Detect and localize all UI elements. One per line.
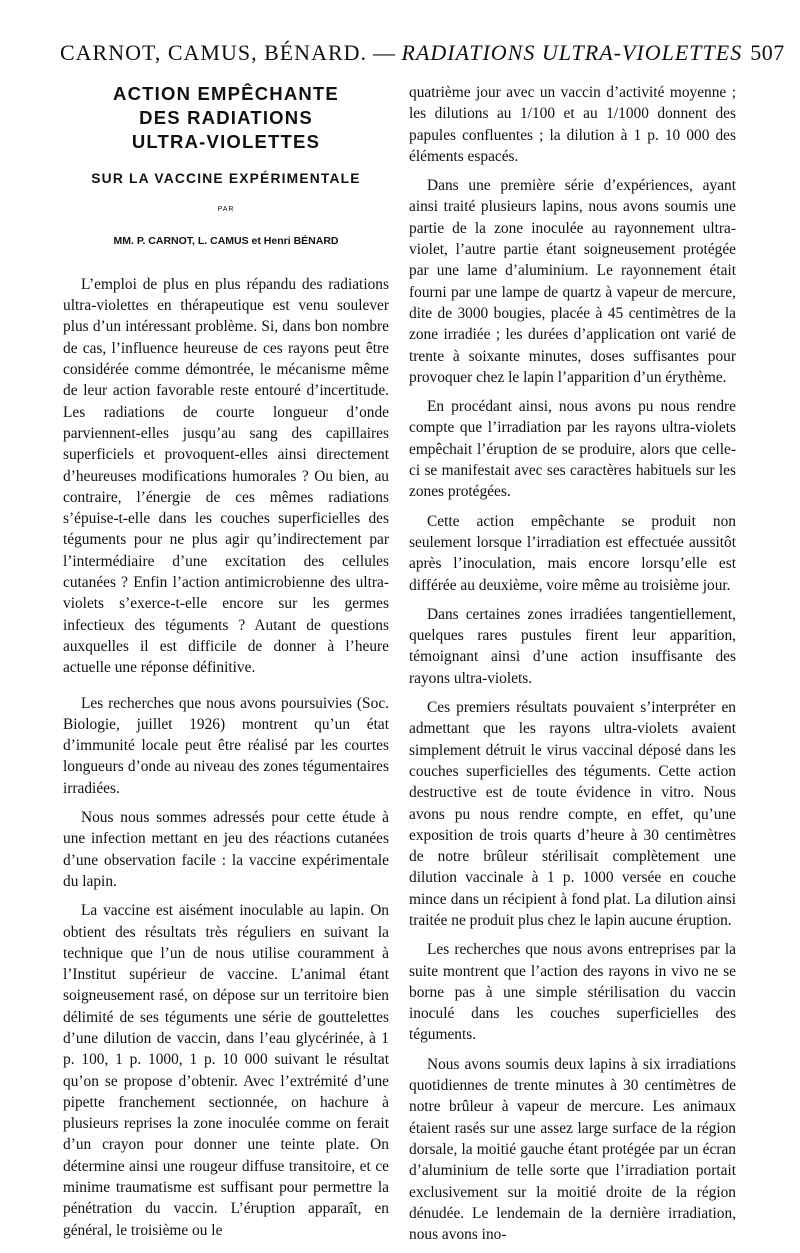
paragraph: Dans certaines zones irradiées tangentiellement, quelques rares pustules firent leur apparition, témoignant ainsi d’une action insuffisante des rayons ultra-violets. [409, 605, 736, 687]
paragraph: L’emploi de plus en plus répandu des radiations ultra-violettes en thérapeutique est venu soulever plus d’un intéressant problème. Si, dans bon nombre de cas, l’influence heureuse de ces rayons peut être considérée comme démontrée, le mécanisme même de leur action favorable reste entouré d’incertitude. Les radiations de courte longueur d’onde parviennent-elles jusqu’au sang des capillaires superficiels et provoquent-elles ainsi directement d’heureuses modifications humorales ? Ou bien, au contraire, l’énergie de ces mêmes radiations s’épuise-t-elle dans les couches superficielles des téguments pour ne plus agir qu’indirectement par l’intermédiaire d’une excitation des cellules cutanées ? Enfin l’action antimicrobienne des ultra-violets s’exerce-t-elle encore sur les germes infectieux des téguments ? Autant de questions auxquelles il est difficile de donner à l’heure actuelle une réponse définitive. [63, 275, 389, 677]
paragraph: quatrième jour avec un vaccin d’activité moyenne ; les dilutions au 1/100 et au 1/1000 donnent des papules confluentes ; la dilution à 1 p. 10 000 des éléments espacés. [409, 84, 736, 165]
paragraph: La vaccine est aisément inoculable au lapin. On obtient des résultats très réguliers en suivant la technique que l’un de nous utilise couramment à l’Institut supérieur de vaccine. L’animal étant soigneusement rasé, on dépose sur un territoire bien délimité de ses téguments une série de gouttelettes d’une dilution de vaccin, dans l’eau glycérinée, à 1 p. 100, 1 p. 1000, 1 p. 10 000 suivant le résultat qu’on se propose d’obtenir. Avec l’extrémité d’une pipette franchement sectionnée, on hachure à plusieurs reprises la zone inoculée comme on ferait d’un crayon pour donner une teinte plate. On détermine ainsi une rougeur diffuse transitoire, et ce minime traumatisme est suffisant pour permettre la pénétration du vaccin. L’éruption apparaît, en général, le troisième ou le [63, 902, 389, 1239]
running-header [60, 40, 785, 74]
article-title-line-1: ACTION EMPÊCHANTE [113, 83, 339, 104]
article-title-line-3: ULTRA-VIOLETTES [131, 131, 321, 152]
paragraph: Les recherches que nous avons entreprises par la suite montrent que l’action des rayons in vivo ne se borne pas à une simple stérilisation du vaccin inoculé dans les couches superficielles des téguments. [409, 941, 736, 1044]
paragraph: Nous nous sommes adressés pour cette étude à une infection mettant en jeu des réactions cutanées d’une observation facile : la vaccine expérimentale du lapin. [63, 809, 389, 890]
author-byline: MM. P. CARNOT, L. CAMUS et Henri BÉNARD [113, 234, 339, 247]
header-authors: CARNOT, CAMUS, BÉNARD. [60, 40, 368, 65]
article-subtitle: SUR LA VACCINE EXPÉRIMENTALE [91, 171, 361, 186]
page-number: 507 [750, 40, 785, 65]
left-column [63, 82, 389, 1249]
par-label: PAR [217, 206, 235, 214]
paragraph: Les recherches que nous avons poursuivies (Soc. Biologie, juillet 1926) montrent qu’un état d’immunité locale peut être réalisé par les courtes longueurs d’onde au niveau des zones tégumentaires irradiées. [63, 694, 389, 797]
paragraph: Cette action empêchante se produit non seulement lorsque l’irradiation est effectuée aussitôt après l’inoculation, mais encore lorsqu’elle est différée au deuxième, voire même au troisième jour. [409, 512, 736, 594]
paragraph: Ces premiers résultats pouvaient s’interpréter en admettant que les rayons ultra-violets avaient simplement détruit le virus vaccinal déposé dans les couches superficielles des téguments. Cette action destructive est de toute évidence in vitro. Nous avons pu nous rendre compte, en effet, qu’une exposition de trois quarts d’heure à 30 centimètres de notre brûleur stérilisait complètement une dilution vaccinale à 1 p. 1000 versée en couche mince dans un récipient à fond plat. La dilution ainsi traitée ne produit plus chez le lapin aucune éruption. [409, 699, 736, 929]
article-title-line-2: DES RADIATIONS [139, 107, 313, 128]
paragraph: Dans une première série d’expériences, ayant ainsi traité plusieurs lapins, nous avons soumis une partie de la zone inoculée au rayonnement ultra-violet, l’autre partie étant soigneusement protégée par une lame d’aluminium. Le rayonnement était fourni par une lampe de quartz à vapeur de mercure, dite de 3000 bougies, placée à 45 centimètres de la zone irradiée ; les durées d’application ont varié de trente à soixante minutes, doses suffisantes pour provoquer chez le lapin l’apparition d’un érythème. [409, 177, 736, 386]
paragraph: Nous avons soumis deux lapins à six irradiations quotidiennes de trente minutes à 30 centimètres de notre brûleur à vapeur de mercure. Les animaux étaient rasés sur une assez large surface de la région dorsale, la moitié gauche étant protégée par un écran d’aluminium de telle sorte que l’irradiation portait exclusivement sur la moitié droite de la région dénudée. Le lendemain de la dernière irradiation, nous avons ino- [409, 1055, 736, 1244]
header-topic: RADIATIONS ULTRA-VIOLETTES [401, 40, 743, 65]
right-column [409, 82, 736, 1253]
paragraph: En procédant ainsi, nous avons pu nous rendre compte que l’irradiation par les rayons ultra-violets empêchait l’éruption de se produire, alors que celle-ci se manifestait avec ses caractères habituels sur les zones protégées. [409, 398, 736, 501]
header-separator: — [373, 40, 396, 65]
